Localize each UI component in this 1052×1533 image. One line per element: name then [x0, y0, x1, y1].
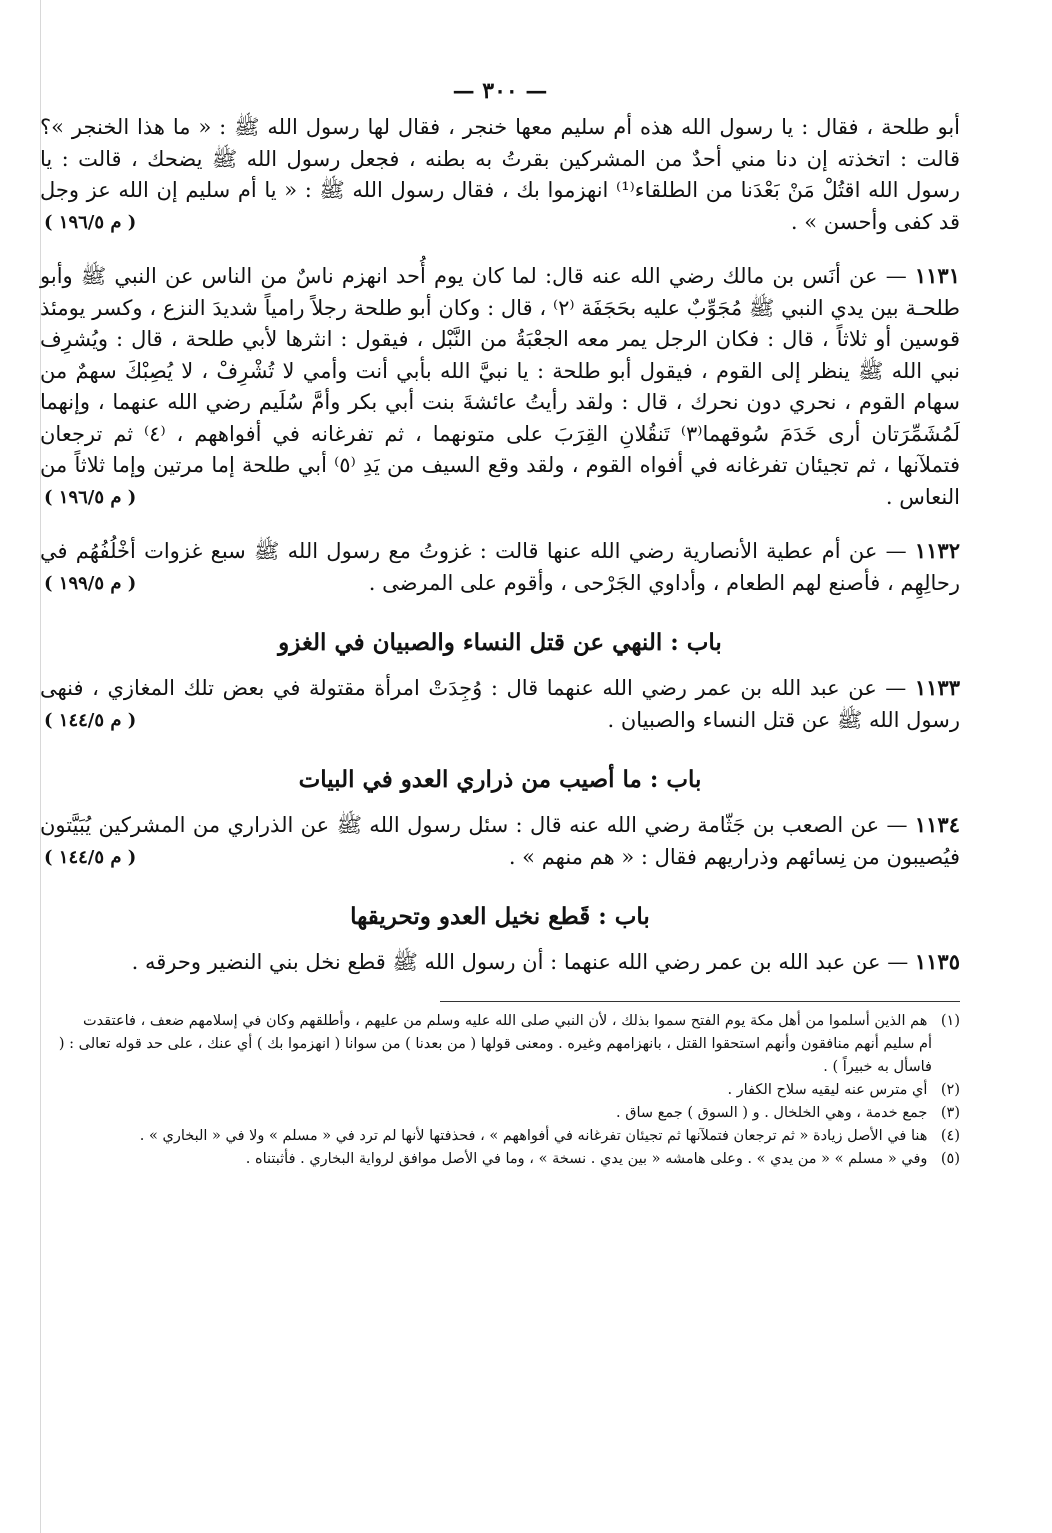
- hadith-continuation: [40, 112, 960, 238]
- hadith-text: — عن عبد الله بن عمر رضي الله عنهما قال : وُجِدَتْ امرأة مقتولة في بعض تلك المغازي ، فنهى رسول الله ﷺ عن قتل النساء والصبيان .: [40, 676, 960, 732]
- hadith-1134: [40, 809, 960, 873]
- chapter-heading: باب : قَطع نخيل العدو وتحريقها: [350, 903, 650, 930]
- footnote-text: جمع خدمة ، وهي الخلخال . و ( السوق ) جمع ساق .: [616, 1104, 928, 1121]
- footnote-3: [40, 1102, 960, 1125]
- hadith-text: — عن الصعب بن جَثّامة رضي الله عنه قال : سئل رسول الله ﷺ عن الذراري من المشركين يُبَيَّتون فيُصيبون من نِسائهم وذراريهم فقال : « هم منهم » .: [40, 813, 960, 869]
- footnote-2: [40, 1079, 960, 1102]
- footnote-marker: (٤): [940, 1127, 960, 1144]
- hadith-text: — عن عبد الله بن عمر رضي الله عنهما : أن رسول الله ﷺ قطع نخل بني النضير وحرقه .: [131, 950, 915, 974]
- footnote-text: أي مترس عنه ليقيه سلاح الكفار .: [727, 1081, 928, 1098]
- footnote-text: هم الذين أسلموا من أهل مكة يوم الفتح سموا بذلك ، لأن النبي صلى الله عليه وسلم من عليهم ، وأطلقهم وكان في إسلامهم ضعف ، فاعتقدت: [82, 1012, 928, 1029]
- hadith-1135: [40, 946, 960, 979]
- footnote-marker: (٢): [940, 1081, 960, 1098]
- footnote-text: وفي « مسلم » « من يدي » . وعلى هامشه « بين يدي . نسخة » ، وما في الأصل موافق لرواية البخاري . فأثبتناه .: [245, 1150, 928, 1167]
- footnote-marker: (١): [940, 1012, 960, 1029]
- hadith-reference: ( م ١٩٦/٥ ): [44, 211, 137, 233]
- chapter-heading: باب : ما أصيب من ذراري العدو في البيات: [298, 766, 702, 793]
- hadith-reference: ( م ١٩٩/٥ ): [44, 572, 137, 594]
- footnote-divider: [440, 1001, 960, 1002]
- hadith-reference: ( م ١٤٤/٥ ): [44, 846, 137, 868]
- footnote-5: [40, 1148, 960, 1171]
- hadith-number: ١١٣٢: [914, 538, 960, 563]
- hadith-number: ١١٣٣: [914, 675, 960, 700]
- footnote-1: [40, 1010, 960, 1033]
- footnote-4: [40, 1125, 960, 1148]
- footnote-marker: (٣): [940, 1104, 960, 1121]
- footnote-marker: (٥): [940, 1150, 960, 1167]
- footnote-text: هنا في الأصل زيادة « ثم ترجعان فتملآنها ثم تجيئان تفرغانه في أفواههم » ، فحذفتها لأنها لم ترد في « مسلم » ولا في « البخاري » .: [139, 1127, 928, 1144]
- hadith-number: ١١٣١: [914, 263, 960, 288]
- hadith-text: أبو طلحة ، فقال : يا رسول الله هذه أم سليم معها خنجر ، فقال لها رسول الله ﷺ : « ما هذا الخنجر »؟ قالت : اتخذته إن دنا مني أحدٌ من المشركين بقرتُ به بطنه ، فجعل رسول الله ﷺ يضحك ، قالت : يا رسول الله اقتُلْ مَنْ بَعْدَنا من الطلقاء⁽¹⁾ انهزموا بك ، فقال رسول الله ﷺ : « يا أم سليم إن الله عز وجل قد كفى وأحسن » .: [40, 115, 960, 234]
- hadith-reference: ( م ١٤٤/٥ ): [44, 709, 137, 731]
- footnote-1-continuation: أم سليم أنهم منافقون وأنهم استحقوا القتل ، بانهزامهم وغيره . ومعنى قولها ( من بعدنا ) من سوانا ( انهزموا بك ) أي عنك ، على حد قوله تعالى : ( فاسأل به خبيراً ) .: [58, 1035, 932, 1075]
- hadith-1131: [40, 260, 960, 513]
- hadith-1133: [40, 672, 960, 736]
- hadith-number: ١١٣٥: [914, 949, 960, 974]
- hadith-text: — عن أم عطية الأنصارية رضي الله عنها قالت : غزوتُ مع رسول الله ﷺ سبع غزوات أخْلُفُهُم في رحالِهِم ، فأصنع لهم الطعام ، وأداوي الجَرْحى ، وأقوم على المرضى .: [40, 539, 960, 595]
- hadith-1132: [40, 535, 960, 599]
- footnotes: [40, 1010, 960, 1171]
- hadith-reference: ( م ١٩٦/٥ ): [44, 486, 137, 508]
- book-page: [40, 78, 960, 1171]
- chapter-heading: باب : النهي عن قتل النساء والصبيان في الغزو: [278, 629, 722, 656]
- hadith-text: — عن أنَس بن مالك رضي الله عنه قال: لما كان يوم أُحد انهزم ناسٌ من الناس عن النبي ﷺ وأبو طلحـة بين يدي النبي ﷺ مُجَوِّبٌ عليه بحَجَفَة ⁽٢⁾ ، قال : وكان أبو طلحة رجلاً رامياً شديدَ النزع ، وكسر يومئذ قوسين أو ثلاثاً ، قال : فكان الرجل يمر معه الجعْبَةُ من النَّبْل ، فيقول : انثرها لأبي طلحة ، قال : ويُشرِف نبي الله ﷺ ينظر إلى القوم ، فيقول أبو طلحة : يا نبيَّ الله بأبي أنت وأمي لا تُشْرِفْ ، لا يُصِبْكَ سهمٌ من سهام القوم ، نحري دون نحرك ، قال : ولقد رأيتُ عائشةَ بنت أبي بكر وأمَّ سُلَيم رضي الله عنهما ، وإنهما لَمُشَمِّرَتان أرى خَدَمَ سُوقهما⁽٣⁾ تَنقُلانِ القِرَبَ على متونهما ، ثم تفرغانه في أفواههم ، ⁽٤⁾ ثم ترجعان فتملآنها ، ثم تجيئان تفرغانه في أفواه القوم ، ولقد وقع السيف من يَدِ ⁽٥⁾ أبي طلحة إما مرتين وإما ثلاثاً من النعاس .: [40, 264, 960, 509]
- hadith-number: ١١٣٤: [914, 812, 960, 837]
- page-number: — ٣٠٠ —: [452, 78, 548, 104]
